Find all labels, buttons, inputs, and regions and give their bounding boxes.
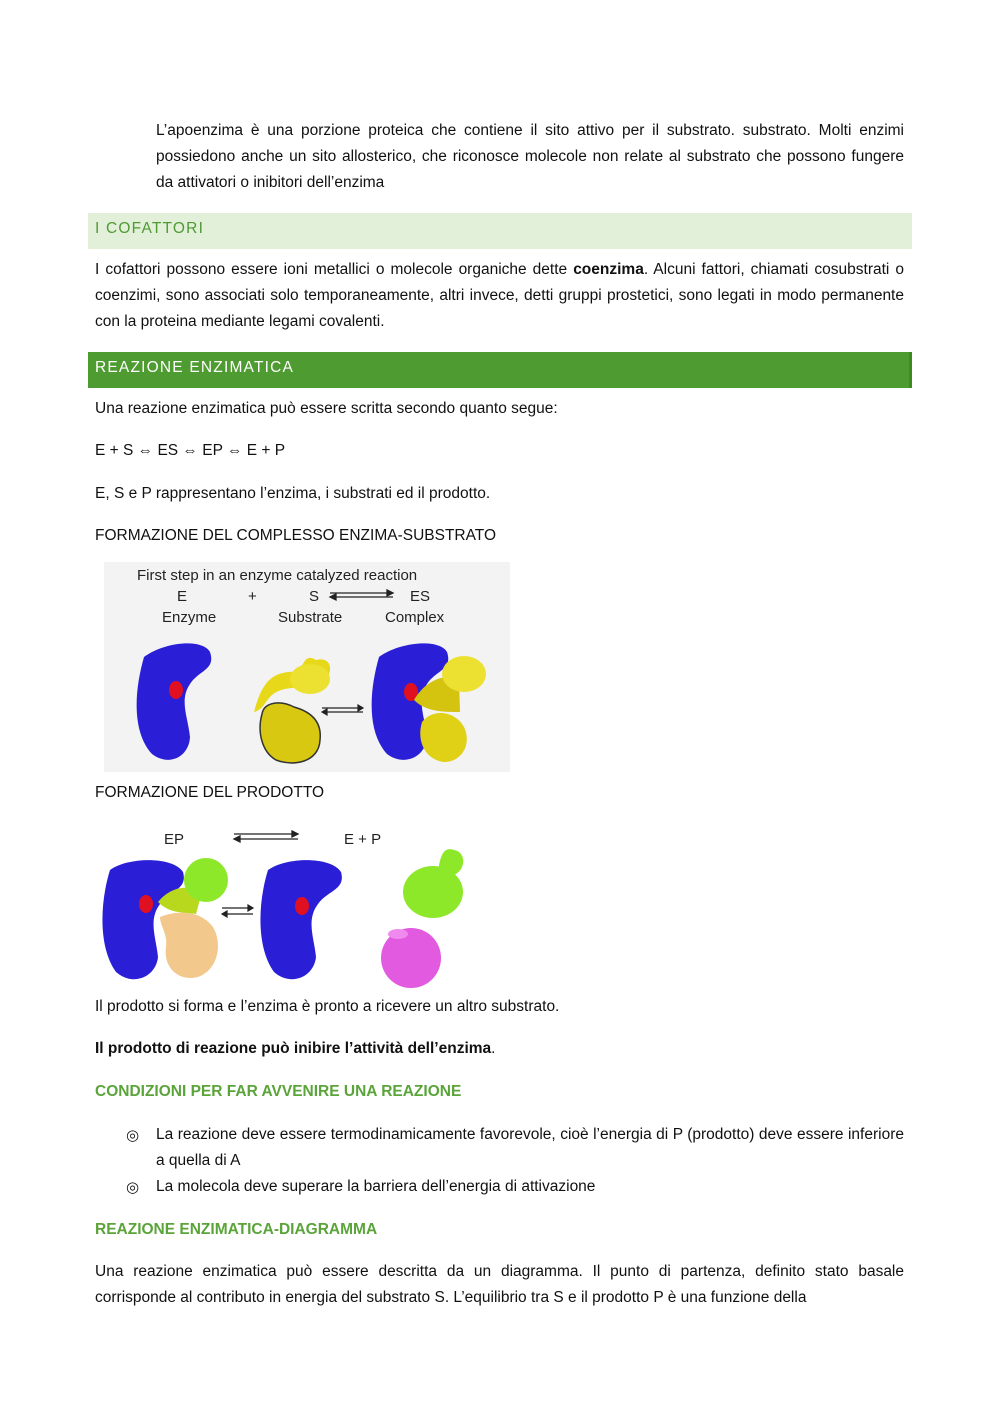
product-formation-figure <box>98 822 470 996</box>
subsection-complesso: FORMAZIONE DEL COMPLESSO ENZIMA-SUBSTRATO <box>95 527 497 544</box>
section-header-reazione <box>88 352 912 388</box>
reazione-intro: Una reazione enzimatica può essere scritta secondo quanto segue: <box>95 400 558 417</box>
list-item: La molecola deve superare la barriera dell’energia di attivazione <box>156 1178 596 1195</box>
cofattori-text-start: I cofattori possono essere ioni metallici o molecole organiche dette <box>95 261 574 278</box>
diagramma-paragraph: Una reazione enzimatica può essere descritta da un diagramma. Il punto di partenza, definito stato basale corrisponde al contributo in energia del substrato S. L’equilibrio tra S e il prodotto P è una funzione della <box>95 1263 904 1306</box>
label-s: S <box>309 588 320 605</box>
label-e: E <box>177 588 188 605</box>
bullseye-icon: ◎ <box>126 1179 140 1196</box>
heading-diagramma: REAZIONE ENZIMATICA-DIAGRAMMA <box>95 1221 378 1238</box>
inibizione-bold: Il prodotto di reazione può inibire l’attività dell’enzima <box>95 1040 492 1057</box>
product-pink <box>381 928 441 988</box>
enzyme-substrate-figure <box>104 562 510 772</box>
cofattori-text-end: . Alcuni fattori, chiamati cosubstrati o coenzimi, sono associati solo temporaneamente, altri invece, detti gruppi prostetici, sono legati in modo permanente con la proteina mediante legami covalenti. <box>95 261 904 330</box>
section-header-cofattori <box>88 213 912 249</box>
bullseye-icon: ◎ <box>126 1127 140 1144</box>
heading-condizioni: CONDIZIONI PER FAR AVVENIRE UNA REAZIONE <box>95 1083 462 1100</box>
prodotto-pronto: Il prodotto si forma e l’enzima è pronto a ricevere un altro substrato. <box>95 998 560 1015</box>
label-substrate: Substrate <box>278 609 343 626</box>
inibizione-period: . <box>491 1040 496 1057</box>
label-enzyme: Enzyme <box>162 609 217 626</box>
subsection-prodotto: FORMAZIONE DEL PRODOTTO <box>95 784 325 801</box>
label-ep: EP <box>164 831 185 848</box>
label-complex: Complex <box>385 609 445 626</box>
figure-title: First step in an enzyme catalyzed reaction <box>137 567 418 584</box>
reazione-legend: E, S e P rappresentano l’enzima, i substrati ed il prodotto. <box>95 485 491 502</box>
coenzima-term: coenzima <box>573 261 644 278</box>
label-es: ES <box>410 588 431 605</box>
intro-paragraph: L’apoenzima è una porzione proteica che contiene il sito attivo per il substrato. substrato. Molti enzimi possiedono anche un sito allosterico, che riconosce molecole non relate al substrato che possono fungere da attivatori o inibitori dell’enzima <box>156 122 904 191</box>
label-e-plus-p: E + P <box>344 831 382 848</box>
section-title: REAZIONE ENZIMATICA <box>95 359 295 376</box>
prodotto-inibizione <box>95 1036 495 1062</box>
label-plus: + <box>248 588 257 605</box>
list-item: La reazione deve essere termodinamicamente favorevole, cioè l’energia di P (prodotto) deve essere inferiore a quella di A <box>156 1126 904 1169</box>
cofattori-paragraph <box>95 257 904 335</box>
reaction-equation: E + S ⇔ ES ⇔ EP ⇔ E + P <box>95 442 286 459</box>
section-title: I COFATTORI <box>95 220 205 237</box>
